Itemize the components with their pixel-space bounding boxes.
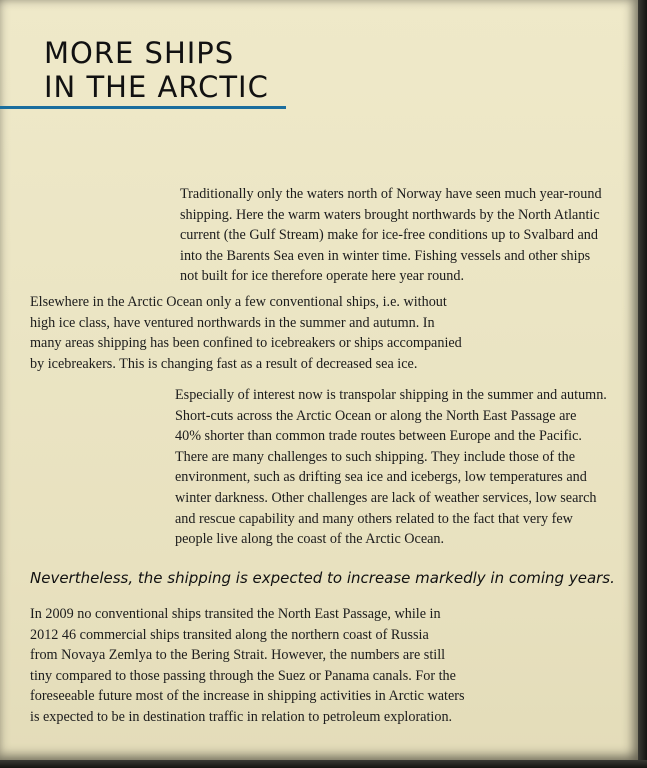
text-line: not built for ice therefore operate here year round. [180,268,465,285]
text-line: high ice class, have ventured northwards in the summer and autumn. In [30,314,435,331]
text-line: by icebreakers. This is changing fast as a result of decreased sea ice. [30,355,418,372]
text-line: from Novaya Zemlya to the Bering Strait. However, the numbers are still [30,647,446,664]
frame-edge-right [638,0,647,768]
title-underline [0,106,286,109]
text-line: Elsewhere in the Arctic Ocean only a few conventional ships, i.e. without [30,294,447,310]
text-line: Especially of interest now is transpolar shipping in the summer and autumn. [175,387,607,403]
text-line: environment, such as drifting sea ice and icebergs, low temperatures and [175,469,587,486]
text-line: 2012 46 commercial ships transited along the northern coast of Russia [30,626,429,643]
sign-title-line-1: MORE SHIPS [44,36,235,70]
text-line: Short-cuts across the Arctic Ocean or along the North East Passage are [175,407,577,424]
text-line: In 2009 no conventional ships transited the North East Passage, while in [30,606,441,622]
text-line: current (the Gulf Stream) make for ice-free conditions up to Svalbard and [180,227,598,244]
text-line: people live along the coast of the Arctic Ocean. [175,531,445,548]
text-line: winter darkness. Other challenges are lack of weather services, low search [175,489,597,506]
paragraph-2009-2012 [30,604,480,728]
paragraph-transpolar [175,385,623,550]
text-line: There are many challenges to such shipping. They include those of the [175,448,576,465]
highlight-statement: Nevertheless, the shipping is expected to increase markedly in coming years. [30,569,615,587]
text-line: is expected to be in destination traffic in relation to petroleum exploration. [30,708,453,725]
text-line: and rescue capability and many others related to the fact that very few [175,510,573,527]
text-line: shipping. Here the warm waters brought northwards by the North Atlantic [180,206,600,223]
text-line: into the Barents Sea even in winter time. Fishing vessels and other ships [180,247,591,264]
frame-edge-bottom [0,760,647,768]
text-line: tiny compared to those passing through the Suez or Panama canals. For the [30,667,456,684]
text-line: many areas shipping has been confined to icebreakers or ships accompanied [30,335,462,352]
text-line: Traditionally only the waters north of Norway have seen much year-round [180,186,602,202]
paragraph-traditional-shipping [180,184,620,287]
sign-title-line-2: IN THE ARCTIC [44,70,269,104]
text-line: 40% shorter than common trade routes between Europe and the Pacific. [175,428,582,445]
paragraph-elsewhere [30,292,470,374]
text-line: foreseeable future most of the increase in shipping activities in Arctic waters [30,688,465,705]
sign-title [44,36,269,104]
